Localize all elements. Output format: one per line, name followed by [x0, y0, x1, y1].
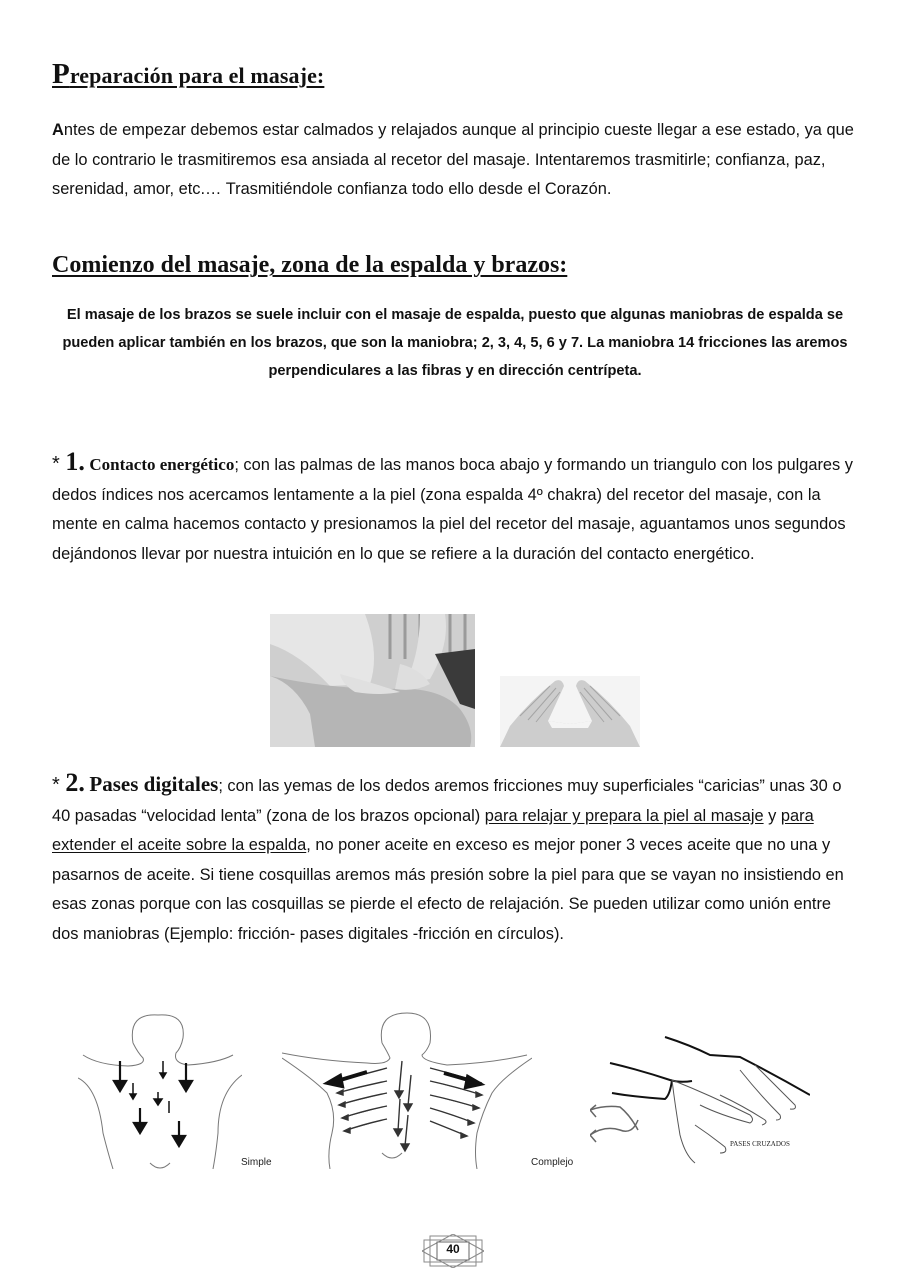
underlined-phrase-aceite: para extender el aceite sobre la espalda	[52, 806, 814, 855]
item-text-c: , no poner aceite en exceso es mejor poner 3 veces aceite que no una y pasarnos de aceite. Si tiene cosquillas aremos más presión sobre la piel para que se vayan no insistiendo en esas zonas porque con las cosquillas se pierde el efecto de relajación. Se pueden utilizar como unión entre dos maniobras (Ejemplo: fricción- pases digitales -fricción en círculos).	[52, 836, 844, 943]
paragraph-rest: ntes de empezar debemos estar calmados y relajados aunque al principio cueste llegar a ese estado, ya que de lo contrario le trasmitiremos esa ansiada al recetor del masaje. Intentaremos trasmitirle; confianza, paz, serenidad, amor, etc.… Trasmitiéndole confianza todo ello desde el Corazón.	[52, 121, 854, 199]
paragraph-preparacion	[52, 116, 858, 205]
hands-triangle-photo	[500, 676, 640, 747]
item-text: ; con las palmas de las manos boca abajo y formando un triangulo con los pulgares y dedos índices nos acercamos lentamente a la piel (zona espalda 4º chakra) del recetor del masaje, con la mente en calma hacemos contacto y presionamos la piel del recetor del masaje, aguantamos unos segundos dejándonos llevar por nuestra intuición en lo que se refiere a la duración del contacto energético.	[52, 456, 853, 563]
item-contacto-energetico	[52, 447, 858, 569]
underlined-phrase-relajar: para relajar y prepara la piel al masaje	[484, 806, 764, 825]
caption-complex: Complejo	[531, 1157, 574, 1168]
page-number-badge	[422, 1234, 484, 1268]
crossed-passes-diagram	[590, 1035, 810, 1170]
caption-simple: Simple	[241, 1157, 272, 1168]
page-number: 40	[446, 1242, 460, 1256]
bullet-star: *	[52, 453, 66, 475]
paragraph-initial: A	[52, 121, 64, 139]
back-diagram-complex	[282, 1003, 532, 1169]
item-number: 1.	[65, 447, 85, 476]
item-pases-digitales	[52, 768, 858, 950]
item-number: 2.	[65, 768, 85, 797]
item-title: Contacto energético	[89, 455, 235, 474]
heading-comienzo: Comienzo del masaje, zona de la espalda y brazos:	[52, 252, 568, 278]
massage-back-photo	[270, 614, 475, 747]
heading-initial: P	[52, 58, 70, 90]
bullet-star: *	[52, 774, 66, 796]
back-diagram-simple	[78, 1003, 242, 1169]
item-title: Pases digitales	[89, 772, 219, 796]
intro-paragraph: El masaje de los brazos se suele incluir con el masaje de espalda, puesto que algunas maniobras de espalda se pueden aplicar también en los brazos, que son la maniobra; 2, 3, 4, 5, 6 y 7. La maniobra 14 fricciones las aremos perpendiculares a las fibras y en dirección centrípeta.	[62, 307, 848, 379]
heading-rest: reparación para el masaje:	[69, 63, 325, 88]
item-text-a: ; con las yemas de los dedos aremos fricciones muy superficiales “caricias” unas 30 o 40 pasadas “velocidad lenta” (zona de los brazos opcional)	[52, 777, 842, 825]
crossed-passes-label: PASES CRUZADOS	[730, 1140, 790, 1148]
item-text-b: y	[763, 806, 781, 825]
heading-preparacion	[52, 58, 324, 91]
